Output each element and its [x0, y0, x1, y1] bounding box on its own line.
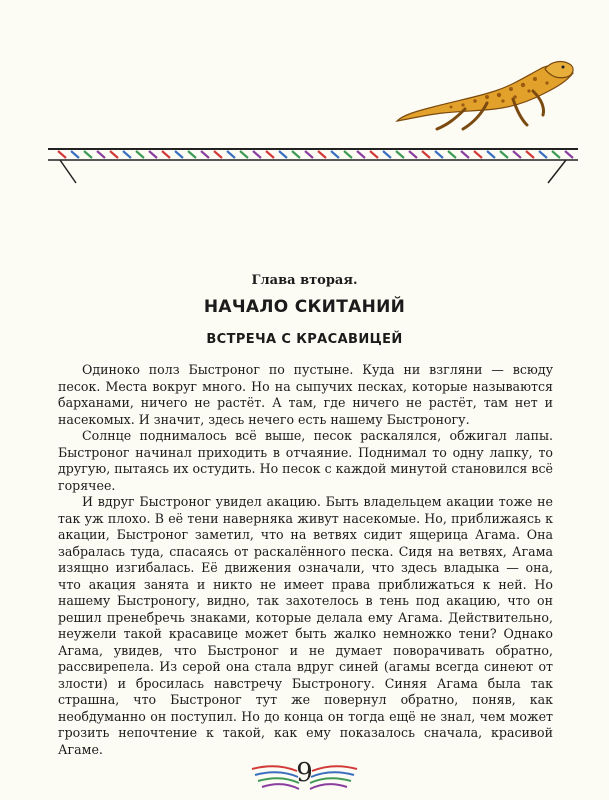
ornament-stroke	[266, 151, 274, 158]
ornament-stroke	[84, 151, 92, 158]
ornament-stroke	[357, 151, 365, 158]
ornament-stroke	[97, 151, 105, 158]
paragraph: И вдруг Быстроног увидел акацию. Быть владельцем акации тоже не так уж плохо. В её тени наверняка живут насекомые. Но, приближаясь к акации, Быстроног заметил, что на ветвях сидит ящерица Агама. Она забралась туда, спасаясь от раскалённого песка. Сидя на ветвях, Агама изящно изгибалась. Её движения означали, что здесь владыка — она, что акация занята и никто не имеет права приближаться к ней. Но нашему Быстроногу, видно, так захотелось в тень под акацию, что он решил пренебречь знаками, которые делала ему Агама. Действительно, неужели такой красавице может быть жалко немножко тени? Однако Агама, увидев, что Быстроног и не думает поворачивать обратно, рассвирепела. Из серой она стала вдруг синей (агамы всегда синеют от злости) и бросилась навстречу Быстроногу. Синяя Агама была так страшна, что Быстроног тут же повернул обратно, поняв, как необдуманно он поступил. Но до конца он тогда ещё не знал, чем может грозить непочтение к такой, как ему показалось сначала, красивой Агаме.	[58, 494, 553, 757]
ornament-stroke	[474, 151, 482, 158]
ornament-stroke	[526, 151, 534, 158]
ornament-stroke	[214, 151, 222, 158]
ornament-stroke	[461, 151, 469, 158]
ornament-stroke	[110, 151, 118, 158]
ornament-stroke	[279, 151, 287, 158]
ornament-stroke	[370, 151, 378, 158]
ornament-stroke	[201, 151, 209, 158]
ornament-stroke	[162, 151, 170, 158]
paragraph: Солнце поднималось всё выше, песок раскалялся, обжигал лапы. Быстроног начинал приходить в отчаяние. Поднимал то одну лапку, то другую, пытаясь их остудить. Но песок с каждой минутой становился всё горячее.	[58, 428, 553, 493]
ornament-stroke	[318, 151, 326, 158]
ornament-stroke	[383, 151, 391, 158]
chapter-subtitle: ВСТРЕЧА С КРАСАВИЦЕЙ	[206, 332, 403, 347]
ornament-stroke	[565, 151, 573, 158]
ornament-stroke	[513, 151, 521, 158]
ornament-stroke	[331, 151, 339, 158]
ornament-stroke	[305, 151, 313, 158]
ornament-stroke	[448, 151, 456, 158]
chapter-title: НАЧАЛО СКИТАНИЙ	[203, 297, 406, 317]
ornament-stroke	[487, 151, 495, 158]
ornament-stroke	[253, 151, 261, 158]
lizard-illustration	[395, 55, 580, 145]
ornament-stroke	[227, 151, 235, 158]
ornament-stroke	[71, 151, 79, 158]
ornament-stroke	[539, 151, 547, 158]
page-number: 9	[296, 758, 313, 788]
ornament-stroke	[396, 151, 404, 158]
ornament-stroke	[149, 151, 157, 158]
ornament-stroke	[240, 151, 248, 158]
ornament-stroke	[136, 151, 144, 158]
ornament-stroke	[58, 151, 66, 158]
chapter-label: Глава вторая.	[251, 273, 358, 288]
ornament-stroke	[422, 151, 430, 158]
ornament-stroke	[123, 151, 131, 158]
ornament-stroke	[409, 151, 417, 158]
ornamental-border	[48, 143, 578, 193]
ornament-stroke	[552, 151, 560, 158]
paragraph: Одиноко полз Быстроног по пустыне. Куда ни взгляни — всюду песок. Места вокруг много. Но на сыпучих песках, которые называются барханами, ничего не растёт. А там, где ничего не растёт, там нет и насекомых. И значит, здесь нечего есть нашему Быстроногу.	[58, 362, 553, 427]
ornament-stroke	[500, 151, 508, 158]
ornament-stroke	[344, 151, 352, 158]
ornament-stroke	[435, 151, 443, 158]
ornament-stroke	[188, 151, 196, 158]
ornament-stroke	[292, 151, 300, 158]
body-text	[58, 362, 553, 758]
ornament-stroke	[175, 151, 183, 158]
